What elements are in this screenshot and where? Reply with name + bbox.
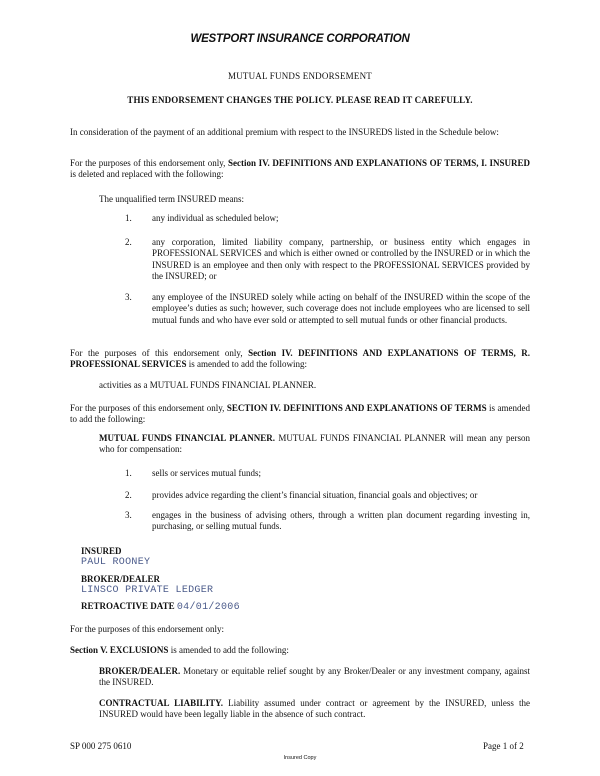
professional-services-addition: activities as a MUTUAL FUNDS FINANCIAL PLANNER. bbox=[99, 380, 317, 390]
exclusion-text: Liability assumed under contract or agreement by the INSURED, unless the INSURED would have been legally liable in the absence of such contract. bbox=[99, 698, 531, 720]
list-item-number: 1. bbox=[125, 213, 132, 223]
section-definitions-amendment bbox=[70, 403, 530, 426]
list-item: engages in the business of advising others, through a written plan document regarding investing in, purchasing, or selling mutual funds. bbox=[152, 510, 530, 532]
list-item: provides advice regarding the client’s financial situation, financial goals and objectives; or bbox=[152, 490, 478, 500]
exclusion-text: Monetary or equitable relief sought by any Broker/Dealer or any investment company, against the INSURED. bbox=[99, 666, 531, 688]
retroactive-date-row bbox=[81, 601, 240, 613]
section2-bold: Section IV. DEFINITIONS AND EXPLANATIONS OF TERMS, R. PROFESSIONAL SERVICES bbox=[70, 348, 530, 370]
exclusions-bold: Section V. EXCLUSIONS bbox=[70, 645, 169, 655]
list-item: any employee of the INSURED solely while acting on behalf of the INSURED within the scope of the employee’s duties as such; however, such coverage does not include employees who are licensed to sell mutual funds and who have ever sold or attempted to sell mutual funds or other financial products. bbox=[152, 292, 530, 325]
exclusions-post: is amended to add the following: bbox=[170, 645, 289, 655]
form-number: SP 000 275 0610 bbox=[70, 741, 132, 751]
exclusion-contractual-liability bbox=[99, 698, 530, 721]
retroactive-date-label: RETROACTIVE DATE bbox=[81, 601, 175, 611]
section2-post: is amended to add the following: bbox=[188, 359, 307, 370]
page-number: Page 1 of 2 bbox=[483, 741, 524, 751]
list-item-number: 2. bbox=[125, 490, 132, 500]
section-professional-services bbox=[70, 348, 530, 371]
definition-text: MUTUAL FUNDS FINANCIAL PLANNER will mean any person who for compensation: bbox=[99, 433, 530, 455]
section3-bold: SECTION IV. DEFINITIONS AND EXPLANATIONS OF TERMS bbox=[226, 403, 487, 413]
insured-value: PAUL ROONEY bbox=[81, 557, 151, 568]
copy-label: Insured Copy bbox=[283, 755, 317, 761]
section1-pre: For the purposes of this endorsement only, bbox=[70, 158, 226, 168]
list-item: any individual as scheduled below; bbox=[152, 213, 279, 223]
list-item-number: 3. bbox=[125, 292, 132, 302]
list-item-number: 2. bbox=[125, 237, 132, 247]
list-item-number: 3. bbox=[125, 510, 132, 520]
endorsement-title: MUTUAL FUNDS ENDORSEMENT bbox=[228, 71, 372, 81]
exclusions-heading bbox=[70, 645, 289, 656]
exclusion-broker-dealer bbox=[99, 666, 530, 689]
definition-term: MUTUAL FUNDS FINANCIAL PLANNER. bbox=[99, 433, 275, 443]
section2-pre: For the purposes of this endorsement only, bbox=[70, 348, 243, 358]
insured-label: INSURED bbox=[81, 546, 122, 556]
exclusion-label: CONTRACTUAL LIABILITY. bbox=[99, 698, 224, 708]
list-item: sells or services mutual funds; bbox=[152, 468, 261, 478]
retroactive-date-value: 04/01/2006 bbox=[176, 602, 240, 613]
company-name: WESTPORT INSURANCE CORPORATION bbox=[190, 33, 410, 45]
list-item-number: 1. bbox=[125, 468, 132, 478]
mutual-funds-planner-definition bbox=[99, 433, 530, 456]
intro-paragraph: In consideration of the payment of an additional premium with respect to the INSUREDS listed in the Schedule below: bbox=[70, 127, 499, 137]
section1-bold: Section IV. DEFINITIONS AND EXPLANATIONS OF TERMS, I. INSURED bbox=[228, 158, 530, 168]
section3-pre: For the purposes of this endorsement only, bbox=[70, 403, 225, 413]
broker-dealer-label: BROKER/DEALER bbox=[81, 574, 161, 584]
insured-means-lead: The unqualified term INSURED means: bbox=[99, 194, 244, 204]
section-insured-definition bbox=[70, 158, 530, 181]
broker-dealer-value: LINSCO PRIVATE LEDGER bbox=[81, 585, 214, 596]
endorsement-notice: THIS ENDORSEMENT CHANGES THE POLICY. PLEASE READ IT CAREFULLY. bbox=[127, 95, 473, 105]
exclusion-label: BROKER/DEALER. bbox=[99, 666, 181, 676]
list-item: any corporation, limited liability company, partnership, or business entity which engages in PROFESSIONAL SERVICES and which is either owned or controlled by the INSURED or in which the INSURED is an employee and then only with respect to the PROFESSIONAL SERVICES provided by the INSURED; or bbox=[152, 237, 530, 281]
section3-post: is amended to add the following: bbox=[70, 403, 530, 425]
purposes-line: For the purposes of this endorsement only: bbox=[70, 624, 224, 634]
section1-post: is deleted and replaced with the following: bbox=[70, 169, 224, 180]
